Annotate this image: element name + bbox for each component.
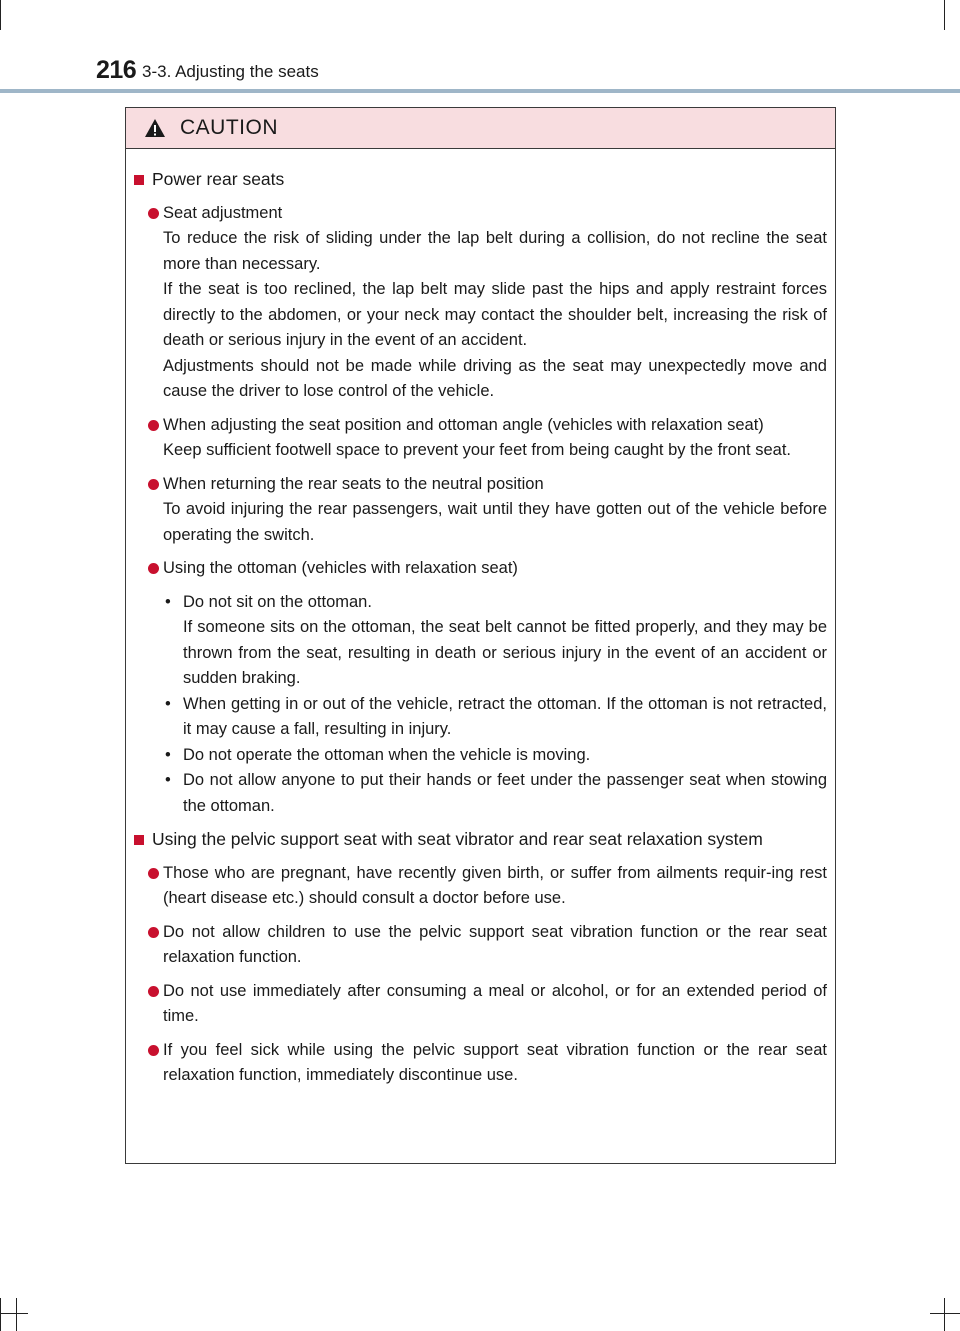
- crop-mark: [944, 0, 945, 30]
- list-item: [132, 472, 827, 549]
- sub-list: [163, 590, 827, 820]
- list-item: [132, 413, 827, 464]
- list-item-content: [163, 1038, 827, 1089]
- list-item-title: When returning the rear seats to the neutral position: [163, 474, 544, 493]
- section-heading: [132, 827, 827, 853]
- crop-mark: [944, 1298, 945, 1331]
- page-number: 216: [96, 56, 137, 84]
- list-item-paragraph: Keep sufficient footwell space to prevent your feet from being caught by the front seat.: [163, 441, 791, 459]
- list-item-paragraph: Adjustments should not be made while driving as the seat may unexpectedly move and cause the driver to lose control of the vehicle.: [163, 356, 827, 400]
- list-item-content: [163, 556, 827, 819]
- round-bullet-icon: [148, 868, 159, 879]
- sub-list-item: [163, 743, 827, 769]
- list-item-content: [163, 861, 827, 912]
- crop-mark: [0, 0, 1, 30]
- sub-bullet-icon: •: [165, 745, 171, 764]
- round-bullet-icon: [148, 208, 159, 219]
- list-item-title: If you feel sick while using the pelvic support seat vibration function or the rear seat relaxation function, immediately discontinue use.: [163, 1040, 827, 1084]
- list-item-paragraph: To avoid injuring the rear passengers, wait until they have gotten out of the vehicle before operating the switch.: [163, 500, 827, 544]
- list-item-paragraph: To reduce the risk of sliding under the lap belt during a collision, do not recline the seat more than necessary.: [163, 229, 827, 273]
- crop-mark: [0, 1313, 28, 1314]
- section-heading-text: Using the pelvic support seat with seat vibrator and rear seat relaxation system: [152, 829, 763, 849]
- caution-header: [126, 108, 835, 149]
- sub-bullet-icon: •: [165, 592, 171, 611]
- section-heading: [132, 167, 827, 193]
- list-item: [132, 1038, 827, 1089]
- sub-list-text: Do not operate the ottoman when the vehicle is moving.: [183, 745, 591, 764]
- crop-mark: [16, 1298, 17, 1331]
- sub-list-text: When getting in or out of the vehicle, retract the ottoman. If the ottoman is not retracted, it may cause a fall, resulting in injury.: [183, 694, 827, 738]
- list-item-title: Using the ottoman (vehicles with relaxation seat): [163, 559, 518, 577]
- list-item: [132, 979, 827, 1030]
- list-item-content: [163, 979, 827, 1030]
- list-item-content: [163, 920, 827, 971]
- round-bullet-icon: [148, 479, 159, 490]
- round-bullet-icon: [148, 563, 159, 574]
- list-item-content: [163, 413, 827, 464]
- crop-mark: [930, 1313, 960, 1314]
- sub-list-item: [163, 768, 827, 819]
- round-bullet-icon: [148, 1045, 159, 1056]
- list-item: [132, 920, 827, 971]
- square-bullet-icon: [134, 835, 144, 845]
- header-rule: [0, 89, 960, 93]
- round-bullet-icon: [148, 927, 159, 938]
- sub-bullet-icon: •: [165, 694, 171, 713]
- list-item-title: Seat adjustment: [163, 203, 283, 222]
- list-item-title: Those who are pregnant, have recently given birth, or suffer from ailments requir-ing rest (heart disease etc.) should consult a doctor before use.: [163, 863, 827, 907]
- list-item-title: When adjusting the seat position and ottoman angle (vehicles with relaxation seat): [163, 415, 764, 434]
- list-item: [132, 556, 827, 819]
- list-item-content: [163, 472, 827, 549]
- list-item-paragraph: If the seat is too reclined, the lap belt may slide past the hips and apply restraint forces directly to the abdomen, or your neck may contact the shoulder belt, increasing the risk of death or serious injury in the event of an accident.: [163, 280, 827, 349]
- caution-body: [126, 149, 835, 1089]
- round-bullet-icon: [148, 420, 159, 431]
- warning-triangle-icon: [144, 118, 166, 138]
- square-bullet-icon: [134, 175, 144, 185]
- sub-bullet-icon: •: [165, 771, 171, 789]
- sub-list-item: [163, 692, 827, 743]
- sub-list-text: If someone sits on the ottoman, the seat belt cannot be fitted properly, and they may be thrown from the seat, resulting in death or serious injury in the event of an accident or sudden braking.: [183, 618, 827, 687]
- crop-mark: [0, 1298, 1, 1331]
- sub-list-text: Do not allow anyone to put their hands or feet under the passenger seat when stowing the ottoman.: [183, 771, 827, 815]
- list-item-title: Do not allow children to use the pelvic support seat vibration function or the rear seat relaxation function.: [163, 922, 827, 966]
- round-bullet-icon: [148, 986, 159, 997]
- sub-list-text: Do not sit on the ottoman.: [183, 592, 372, 611]
- caution-box: [125, 107, 836, 1164]
- sub-list-item: [163, 590, 827, 692]
- section-heading-text: Power rear seats: [152, 169, 285, 189]
- list-item: [132, 201, 827, 405]
- section-title: 3-3. Adjusting the seats: [142, 62, 319, 81]
- caution-title: CAUTION: [180, 116, 278, 139]
- list-item-title: Do not use immediately after consuming a meal or alcohol, or for an extended period of time.: [163, 981, 827, 1025]
- list-item-content: [163, 201, 827, 405]
- page-header: [96, 52, 936, 88]
- list-item: [132, 861, 827, 912]
